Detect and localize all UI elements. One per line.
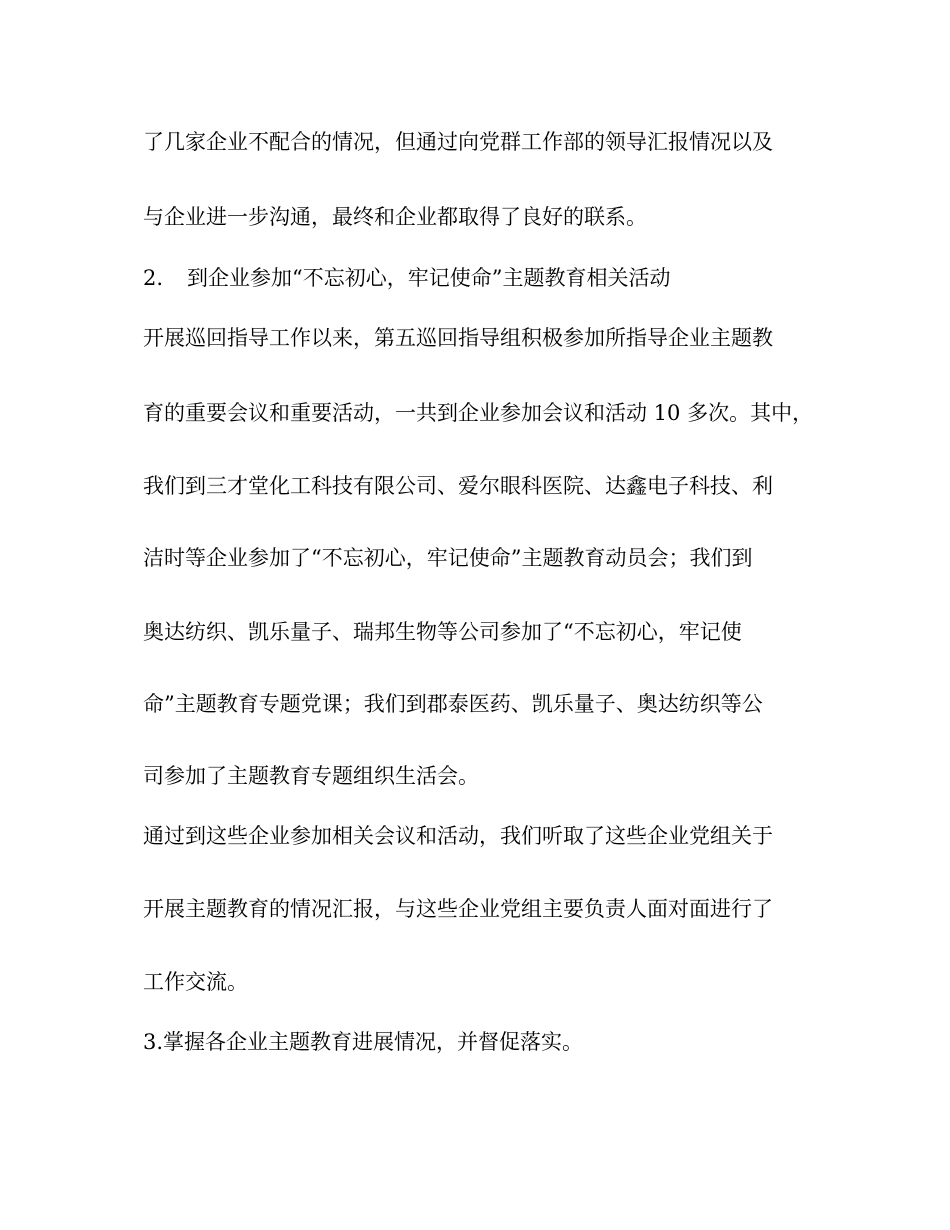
text-line: 我们到三才堂化工科技有限公司、爱尔眼科医院、达鑫电子科技、利 [143, 474, 773, 498]
section-heading-text: 到企业参加“不忘初心，牢记使命”主题教育相关活动 [187, 266, 671, 290]
text-line: 通过到这些企业参加相关会议和活动，我们听取了这些企业党组关于 [143, 824, 773, 848]
text-line: 了几家企业不配合的情况，但通过向党群工作部的领导汇报情况以及 [143, 130, 773, 154]
section-heading-3: 3.掌握各企业主题教育进展情况，并督促落实。 [143, 1030, 584, 1054]
text-line: 与企业进一步沟通，最终和企业都取得了良好的联系。 [143, 205, 647, 229]
text-line: 开展巡回指导工作以来，第五巡回指导组积极参加所指导企业主题教 [143, 326, 773, 350]
text-line: 司参加了主题教育专题组织生活会。 [143, 764, 479, 788]
section-heading-2 [143, 264, 670, 292]
text-line: 命”主题教育专题党课；我们到郡泰医药、凯乐量子、奥达纺织等公 [143, 692, 763, 716]
text-line: 奥达纺织、凯乐量子、瑞邦生物等公司参加了“不忘初心，牢记使 [143, 620, 742, 644]
text-line: 开展主题教育的情况汇报，与这些企业党组主要负责人面对面进行了 [143, 897, 773, 921]
text-line: 工作交流。 [143, 970, 248, 994]
text-line: 洁时等企业参加了“不忘初心，牢记使命”主题教育动员会；我们到 [143, 546, 753, 570]
text-line: 育的重要会议和重要活动，一共到企业参加会议和活动 10 多次。其中， [143, 401, 814, 425]
section-number: 2. [143, 266, 164, 290]
